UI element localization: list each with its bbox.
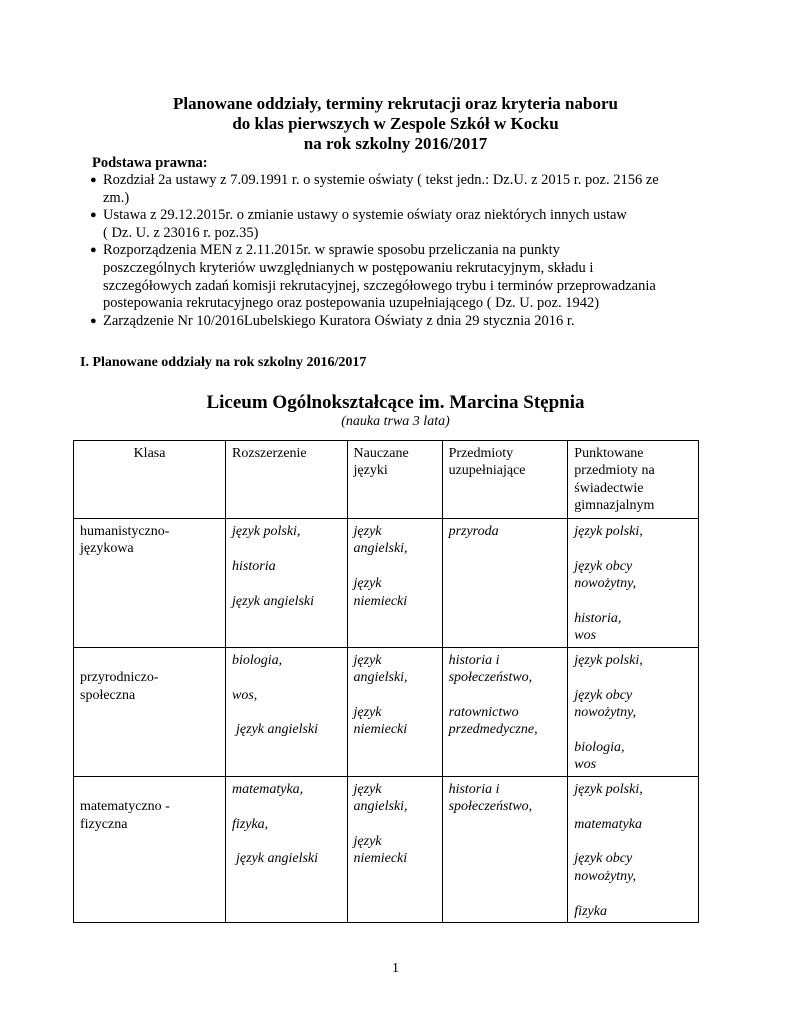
document-title-line-1: Planowane oddziały, terminy rekrutacji oraz kryteria naboru [173,94,618,113]
cell-line: społeczeństwo, [448,799,533,815]
legal-basis-line: Rozporządzenia MEN z 2.11.2015r. w sprawie sposobu przeliczania na punkty [103,242,560,259]
cell-line: społeczna [80,687,136,703]
cell-line: niemiecki [353,593,408,609]
header-uzupelniajace-line: Przedmioty [448,446,514,461]
header-uzupelniajace-line: uzupełniające [448,463,526,479]
cell-line: język angielski [236,722,319,738]
legal-basis-line: postepowania rekrutacyjnego oraz postepowania uzupełniającego ( Dz. U. poz. 1942) [103,295,600,312]
cell-rozszerzenie [226,776,348,922]
legal-basis-line: szczegółowych zadań komisji rekrutacyjnej, szczegółowego trybu i terminów przeprowadzania [103,277,656,294]
cell-line: fizyczna [80,816,128,832]
header-punktowane-line: gimnazjalnym [574,498,655,514]
legal-basis-item [90,172,720,207]
cell-line: wos, [232,687,258,703]
cell-line: biologia, [574,739,625,755]
legal-basis-line: ( Dz. U. z 23016 r. poz.35) [103,224,259,241]
cell-line: język [353,652,382,668]
cell-rozszerzenie [226,647,348,776]
cell-line: matematyczno - [80,799,170,815]
cell-uzupelniajace [442,647,568,776]
cell-line: przyroda [448,524,499,539]
cell-jezyki [347,519,442,648]
header-punktowane-line: świadectwie [574,480,644,496]
cell-line: matematyka [574,816,642,832]
cell-line: język obcy [574,558,633,574]
header-jezyki [347,441,442,519]
cell-line: język angielski [232,593,315,609]
cell-line: nowożytny, [574,705,637,721]
cell-line: historia [232,558,276,574]
table-row [74,519,699,648]
cell-line: język obcy [574,851,633,867]
cell-klasa [74,647,226,776]
cell-line: przyrodniczo- [80,670,159,686]
cell-line: humanistyczno- [80,524,170,539]
cell-line: język polski, [232,524,301,539]
bullet-icon: ● [90,209,97,222]
document-title-line-2: do klas pierwszych w Zespole Szkół w Kocku [232,114,559,133]
cell-jezyki [347,647,442,776]
cell-line: angielski, [353,541,408,557]
cell-line: angielski, [353,670,408,686]
section-heading: I. Planowane oddziały na rok szkolny 2016/2017 [80,355,367,370]
cell-line: nowożytny, [574,576,637,592]
cell-line: język [353,705,382,721]
cell-line: ratownictwo [448,705,519,721]
school-name: Liceum Ogólnokształcące im. Marcina Stępnia [206,392,585,413]
legal-basis-line: Rozdział 2a ustawy z 7.09.1991 r. o systemie oświaty ( tekst jedn.: Dz.U. z 2015 r. poz. 2156 ze [103,172,659,188]
classes-table [73,440,699,923]
cell-line: historia i [448,781,500,797]
cell-klasa [74,776,226,922]
legal-basis-item [90,242,720,312]
table-row [74,647,699,776]
legal-basis-heading: Podstawa prawna: [92,155,208,171]
cell-uzupelniajace [442,519,568,648]
cell-line: biologia, [232,652,283,668]
school-duration: (nauka trwa 3 lata) [341,414,450,429]
table-header-row [74,441,699,519]
cell-jezyki [347,776,442,922]
cell-line: wos [574,757,597,773]
cell-line: język polski, [574,652,643,668]
cell-punktowane [568,647,699,776]
cell-line: językowa [80,541,134,557]
bullet-icon: ● [90,244,97,257]
legal-basis-line: zm.) [103,189,130,206]
header-punktowane [568,441,699,519]
document-title-line-3: na rok szkolny 2016/2017 [303,134,488,153]
cell-line: niemiecki [353,722,408,738]
cell-line: język [353,576,382,592]
header-jezyki-line: Nauczane [353,446,409,461]
header-rozszerzenie-label: Rozszerzenie [232,446,307,461]
cell-line: język [353,834,382,850]
legal-basis-item [90,207,720,242]
header-jezyki-line: języki [353,463,388,479]
cell-line: przedmedyczne, [448,722,538,738]
cell-line: historia i [448,652,500,668]
cell-line: język obcy [574,687,633,703]
cell-line: nowożytny, [574,868,637,884]
cell-line: język polski, [574,781,643,797]
cell-uzupelniajace [442,776,568,922]
cell-line: fizyka, [232,816,269,832]
cell-line: matematyka, [232,781,304,797]
table-row [74,776,699,922]
header-klasa-label: Klasa [133,446,166,461]
bullet-icon: ● [90,314,97,327]
page-number: 1 [392,961,399,976]
legal-basis-line: poszczególnych kryteriów uwzględnianych w postępowaniu rekrutacyjnym, składu i [103,259,594,276]
legal-basis-list [90,172,720,330]
header-punktowane-line: Punktowane [574,446,644,461]
legal-basis-item [90,313,720,331]
cell-line: język polski, [574,524,643,539]
cell-rozszerzenie [226,519,348,648]
cell-line: język angielski [236,851,319,867]
cell-line: wos [574,628,597,644]
legal-basis-line: Ustawa z 29.12.2015r. o zmianie ustawy o systemie oświaty oraz niektórych innych ustaw [103,207,627,224]
header-uzupelniajace [442,441,568,519]
cell-line: język [353,781,382,797]
cell-line: społeczeństwo, [448,670,533,686]
bullet-icon: ● [90,174,97,186]
header-klasa [74,441,226,519]
header-punktowane-line: przedmioty na [574,463,655,479]
header-rozszerzenie [226,441,348,519]
legal-basis-line: Zarządzenie Nr 10/2016Lubelskiego Kuratora Oświaty z dnia 29 stycznia 2016 r. [103,312,575,329]
cell-line: historia, [574,611,622,626]
cell-line: fizyka [574,903,607,919]
cell-line: angielski, [353,799,408,815]
cell-line: niemiecki [353,851,408,867]
cell-line: język [353,524,382,539]
cell-punktowane [568,519,699,648]
cell-punktowane [568,776,699,922]
cell-klasa [74,519,226,648]
